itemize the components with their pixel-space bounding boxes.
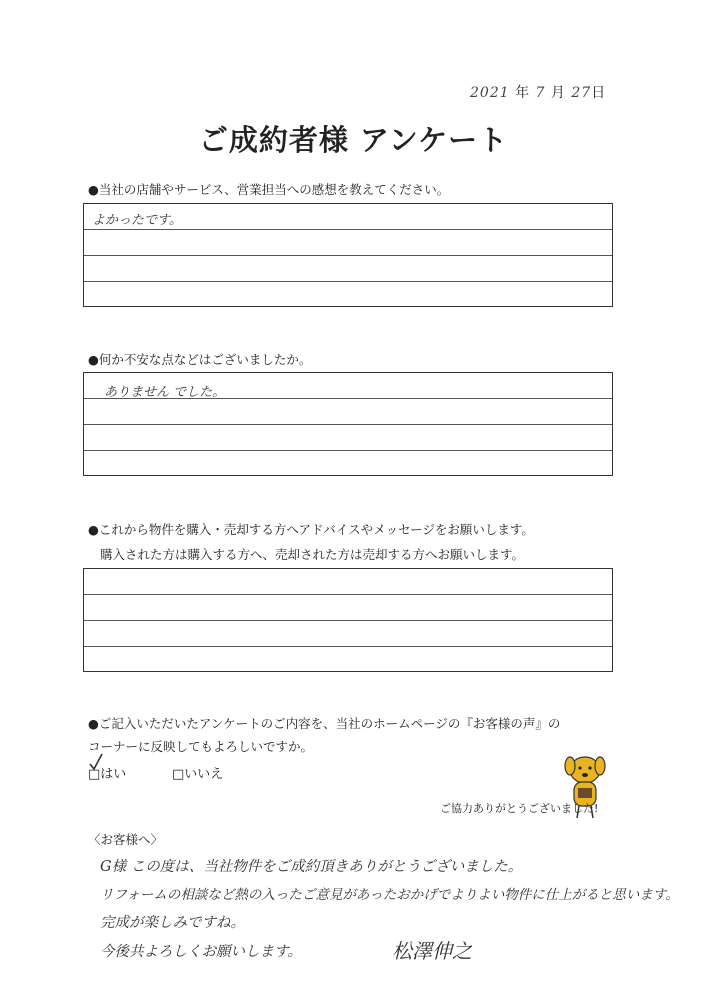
question-3-line2: 購入された方は購入する方へ、売却された方は売却する方へお願いします。 [100,547,525,562]
survey-date [470,82,606,102]
message-line-2: リフォームの相談など熱の入ったご意見があったおかげでよりよい物件に仕上がると思います。 [100,887,679,903]
date-day-unit: 日 [591,85,607,101]
question-3: ●これから物件を購入・売却する方へアドバイスやメッセージをお願いします。 [88,522,534,537]
answer-line [84,450,612,451]
answer-line [84,255,612,256]
answer-box-3 [83,568,613,672]
message-line-4: 今後共よろしくお願いします。 [100,944,302,960]
option-no[interactable] [172,763,223,782]
page-title: ご成約者様 アンケート [198,123,509,157]
check-mark-icon [88,752,104,772]
date-month-unit: 月 [550,85,566,101]
message-line-1: G様 この度は、当社物件をご成約頂きありがとうございました。 [100,859,523,875]
question-4-line2: コーナーに反映してもよろしいですか。 [88,739,314,754]
question-2: ●何か不安な点などはございましたか。 [88,352,312,367]
answer-2-text: ありません でした。 [104,385,226,400]
date-year: 2021 [470,85,510,101]
thanks-message: ご協力ありがとうございました! [440,802,599,815]
answer-line [84,229,612,230]
date-month: 7 [535,85,546,101]
message-line-3: 完成が楽しみですね。 [100,915,245,931]
option-no-label: □いいえ [172,767,224,782]
answer-line [84,424,612,425]
answer-line [84,620,612,621]
signature: 松澤伸之 [392,939,472,963]
answer-box-1 [83,203,613,307]
answer-line [84,646,612,647]
answer-line [84,281,612,282]
answer-1-text: よかったです。 [92,213,182,228]
question-1: ●当社の店舗やサービス、営業担当への感想を教えてください。 [88,182,450,197]
date-day: 27 [571,85,592,101]
answer-box-2 [83,372,613,476]
date-year-unit: 年 [515,85,531,101]
customer-label: 〈お客様へ〉 [88,832,164,847]
option-yes-label: □はい [88,767,127,782]
answer-line [84,594,612,595]
question-4: ●ご記入いただいたアンケートのご内容を、当社のホームページの『お客様の声』の [88,716,561,731]
